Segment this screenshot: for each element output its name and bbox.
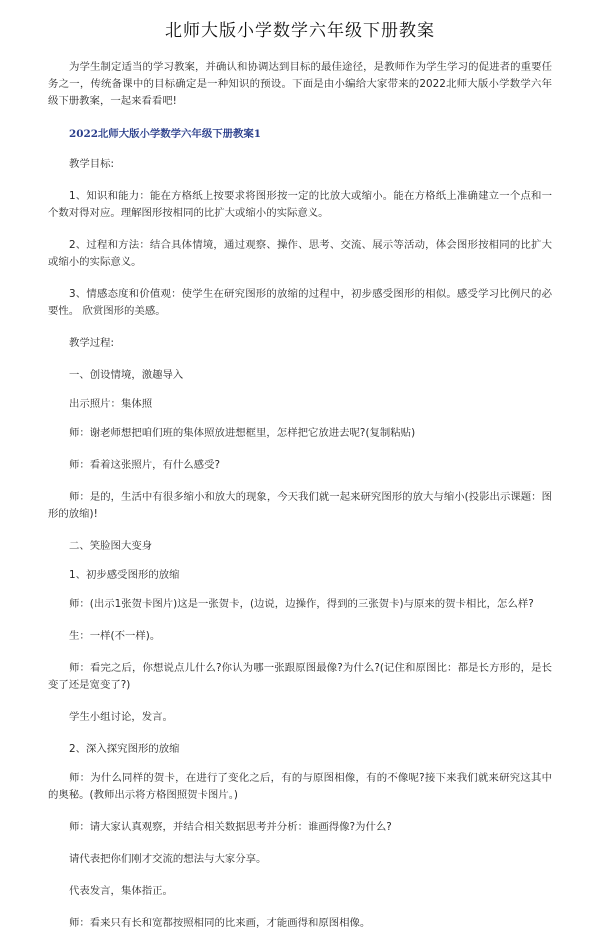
paragraph-teaching-goals: 教学目标: — [69, 158, 115, 170]
paragraph-teacher-1: 师：谢老师想把咱们班的集体照放进想框里，怎样把它放进去呢?(复制粘贴) — [69, 427, 416, 439]
paragraph-share: 请代表把你们刚才交流的想法与大家分享。 — [69, 853, 267, 865]
paragraph-step-1: 一、创设情境，激趣导入 — [69, 369, 184, 381]
intro-paragraph: 为学生制定适当的学习教案，并确认和协调达到目标的最佳途径，是教师作为学生学习的促进者的重要任务之一，传统备课中的目标确定是一种知识的预设。下面是由小编给大家带来的2022北师大版小学数学六年级下册教案，一起来看看吧! — [48, 61, 552, 107]
paragraph-goal-2: 2、过程和方法：结合具体情境，通过观察、操作、思考、交流、展示等活动，体会图形按相同的比扩大或缩小的实际意义。 — [48, 239, 552, 268]
paragraph-teacher-3: 师：是的，生活中有很多缩小和放大的现象，今天我们就一起来研究图形的放大与缩小(投影出示课题：图形的放缩)! — [48, 491, 552, 520]
document-title: 北师大版小学数学六年级下册教案 — [165, 21, 435, 41]
section-heading: 2022北师大版小学数学六年级下册教案1 — [69, 128, 262, 140]
paragraph-goal-3: 3、情感态度和价值观：使学生在研究图形的放缩的过程中，初步感受图形的相似。感受学习比例尺的必要性。 欣赏图形的美感。 — [48, 288, 552, 317]
paragraph-discussion: 学生小组讨论，发言。 — [69, 711, 173, 723]
paragraph-teacher-2: 师：看着这张照片，有什么感受? — [69, 459, 220, 471]
paragraph-representative: 代表发言，集体指正。 — [69, 885, 173, 897]
paragraph-show-photo: 出示照片：集体照 — [69, 398, 153, 410]
paragraph-teacher-4: 师：(出示1张贺卡图片)这是一张贺卡，(边说，边操作，得到的三张贺卡)与原来的贺卡相比，怎么样? — [69, 598, 534, 610]
paragraph-substep-1: 1、初步感受图形的放缩 — [69, 569, 180, 581]
paragraph-step-2: 二、笑脸图大变身 — [69, 540, 153, 552]
paragraph-teacher-8: 师：看来只有长和宽都按照相同的比来画，才能画得和原图相像。 — [69, 917, 371, 929]
paragraph-teacher-6: 师：为什么同样的贺卡，在进行了变化之后，有的与原图相像，有的不像呢?接下来我们就来研究这其中的奥秘。(教师出示将方格图照贺卡图片。) — [48, 772, 552, 801]
paragraph-teacher-7: 师：请大家认真观察，并结合相关数据思考并分析：谁画得像?为什么? — [69, 821, 392, 833]
paragraph-teacher-5: 师：看完之后，你想说点儿什么?你认为哪一张跟原图最像?为什么?(记住和原图比：都是长方形的，是长变了还是宽变了?) — [48, 662, 552, 691]
paragraph-student-1: 生：一样(不一样)。 — [69, 630, 161, 642]
paragraph-goal-1: 1、知识和能力：能在方格纸上按要求将图形按一定的比放大或缩小。能在方格纸上准确建立一个点和一个数对得对应。理解图形按相同的比扩大或缩小的实际意义。 — [48, 190, 552, 219]
paragraph-teaching-process: 教学过程: — [69, 337, 115, 349]
paragraph-substep-2: 2、深入探究图形的放缩 — [69, 743, 180, 755]
